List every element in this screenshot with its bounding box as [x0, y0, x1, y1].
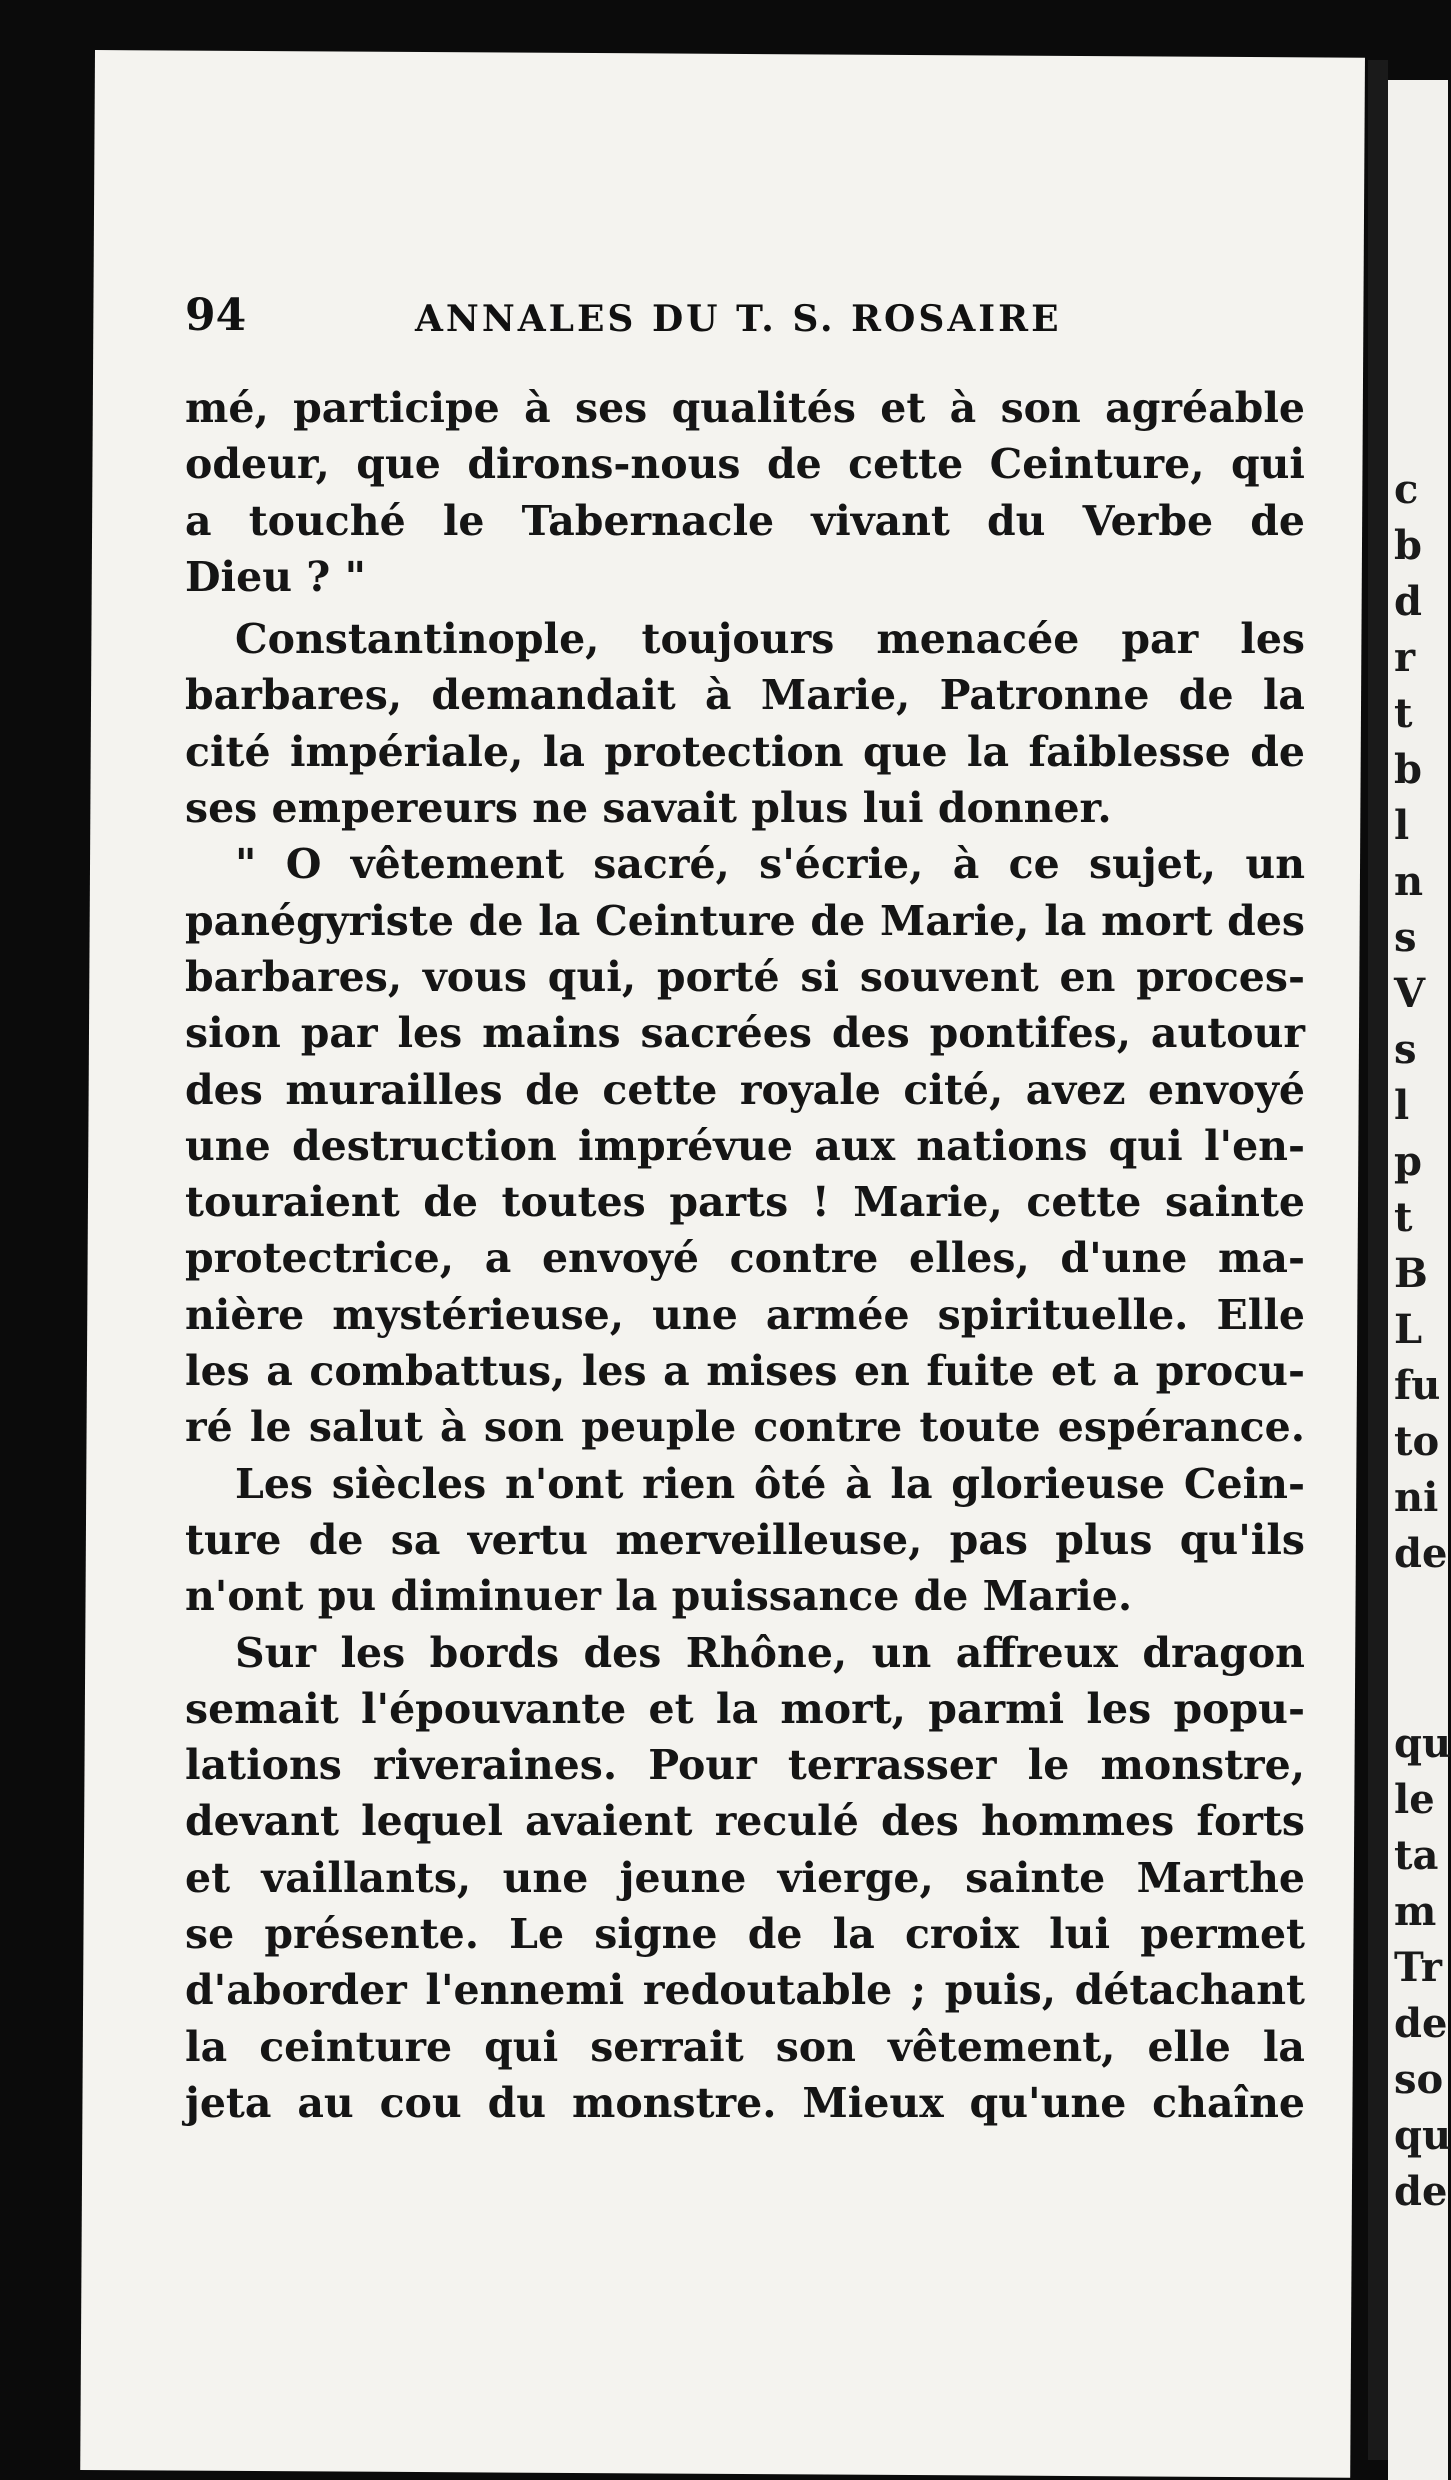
adjacent-page-fragment: l	[1394, 802, 1410, 849]
text-line: mé, participe à ses qualités et à son agréable	[185, 384, 1305, 432]
text-line: a touché le Tabernacle vivant du Verbe de	[185, 496, 1305, 545]
adjacent-page-fragment: s	[1394, 1026, 1417, 1073]
page-body	[185, 380, 1305, 2131]
text-line: touraient de toutes parts ! Marie, cette sainte	[185, 1178, 1305, 1227]
adjacent-page-fragment: fu	[1394, 1362, 1441, 1409]
adjacent-page-fragment: m	[1394, 1888, 1437, 1935]
page-number: 94	[185, 290, 247, 341]
adjacent-page-fragment: t	[1394, 1194, 1413, 1241]
paragraph	[185, 611, 1305, 836]
text-line: et vaillants, une jeune vierge, sainte Marthe	[185, 1853, 1305, 1902]
adjacent-page-fragment: B	[1394, 1250, 1428, 1297]
adjacent-page-fragment: d	[1394, 578, 1422, 625]
text-line: " O vêtement sacré, s'écrie, à ce sujet, un	[235, 840, 1305, 889]
adjacent-page-fragment: t	[1394, 690, 1413, 737]
adjacent-page-fragment: qu	[1394, 1720, 1451, 1767]
adjacent-page-edge	[1388, 80, 1451, 2480]
adjacent-page-fragment: c	[1394, 466, 1419, 513]
paragraph	[185, 1456, 1305, 1625]
text-line: devant lequel avaient reculé des hommes forts	[185, 1797, 1305, 1846]
adjacent-page-fragment: l	[1394, 1082, 1410, 1129]
adjacent-page-fragment: le	[1394, 1776, 1435, 1823]
text-line: barbares, vous qui, porté si souvent en proces-	[185, 952, 1305, 1001]
adjacent-page-fragment: b	[1394, 522, 1422, 569]
text-line: les a combattus, les a mises en fuite et a procu-	[185, 1347, 1305, 1396]
adjacent-page-fragment: r	[1394, 634, 1416, 681]
adjacent-page-fragment: ni	[1394, 1474, 1439, 1521]
adjacent-page-fragment: V	[1394, 970, 1426, 1017]
text-line: n'ont pu diminuer la puissance de Marie.	[185, 1572, 1133, 1621]
text-line: sion par les mains sacrées des pontifes, autour	[185, 1009, 1305, 1058]
text-line: d'aborder l'ennemi redoutable ; puis, détachant	[185, 1966, 1305, 2015]
text-line: ses empereurs ne savait plus lui donner.	[185, 784, 1112, 833]
text-line: des murailles de cette royale cité, avez envoyé	[185, 1065, 1305, 1114]
adjacent-page-fragment: qu	[1394, 2112, 1451, 2159]
text-line: Les siècles n'ont rien ôté à la glorieuse Cein-	[235, 1459, 1305, 1508]
adjacent-page-fragment: de	[1394, 2000, 1448, 2047]
text-line: lations riveraines. Pour terrasser le monstre,	[185, 1741, 1305, 1790]
text-line: cité impériale, la protection que la faiblesse de	[185, 727, 1305, 776]
adjacent-page-fragment: L	[1394, 1306, 1423, 1353]
adjacent-page-fragment: de	[1394, 2168, 1448, 2215]
paragraph	[185, 380, 1305, 605]
text-line: se présente. Le signe de la croix lui permet	[185, 1910, 1305, 1959]
adjacent-page-fragment: de	[1394, 1530, 1448, 1577]
text-line: nière mystérieuse, une armée spirituelle. Elle	[185, 1290, 1305, 1339]
text-line: protectrice, a envoyé contre elles, d'une ma-	[185, 1234, 1305, 1283]
adjacent-page-fragment: to	[1394, 1418, 1440, 1465]
text-line: odeur, que dirons-nous de cette Ceinture, qui	[185, 440, 1305, 489]
adjacent-page-fragment: so	[1394, 2056, 1444, 2103]
adjacent-page-fragment: n	[1394, 858, 1424, 905]
adjacent-page-fragment: b	[1394, 746, 1422, 793]
paragraph	[185, 836, 1305, 1455]
text-line: Dieu ? "	[185, 552, 366, 601]
text-line: ré le salut à son peuple contre toute espérance.	[185, 1403, 1305, 1452]
paragraph	[185, 1625, 1305, 2132]
text-line: barbares, demandait à Marie, Patronne de la	[185, 671, 1305, 720]
page-gutter	[1368, 60, 1388, 2460]
adjacent-page-fragment: p	[1394, 1138, 1422, 1185]
text-line: Constantinople, toujours menacée par les	[235, 615, 1305, 664]
adjacent-page-fragment: ta	[1394, 1832, 1439, 1879]
running-title: ANNALES DU T. S. ROSAIRE	[415, 298, 1062, 340]
text-line: semait l'épouvante et la mort, parmi les popu-	[185, 1684, 1305, 1733]
text-line: une destruction imprévue aux nations qui l'en-	[185, 1121, 1305, 1170]
text-line: la ceinture qui serrait son vêtement, elle la	[185, 2022, 1305, 2071]
text-line: ture de sa vertu merveilleuse, pas plus qu'ils	[185, 1515, 1305, 1564]
text-line: jeta au cou du monstre. Mieux qu'une chaîne	[185, 2078, 1305, 2127]
page-header	[185, 290, 1305, 350]
adjacent-page-fragment: s	[1394, 914, 1417, 961]
text-line: Sur les bords des Rhône, un affreux dragon	[235, 1628, 1305, 1677]
adjacent-page-fragment: Tr	[1394, 1944, 1442, 1991]
text-line: panégyriste de la Ceinture de Marie, la mort des	[185, 896, 1305, 945]
